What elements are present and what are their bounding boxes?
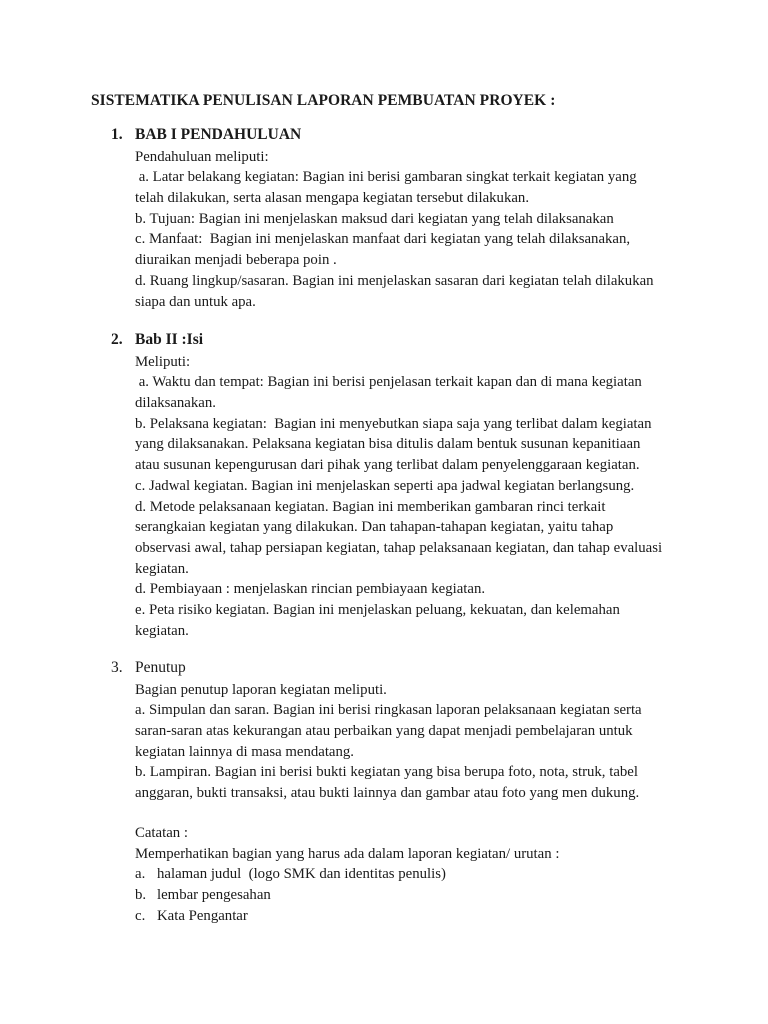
list-marker: b. bbox=[135, 887, 147, 904]
body-line: c. Manfaat: Bagian ini menjelaskan manfaat dari kegiatan yang telah dilaksanakan, bbox=[135, 231, 631, 248]
notes-heading: Catatan : bbox=[135, 825, 189, 841]
notes-list bbox=[135, 864, 695, 926]
section-body bbox=[135, 352, 695, 642]
body-line: telah dilakukan, serta alasan mengapa kegiatan tersebut dilakukan. bbox=[135, 190, 530, 207]
notes-intro: Memperhatikan bagian yang harus ada dalam laporan kegiatan/ urutan : bbox=[135, 845, 560, 862]
section-number: 1. bbox=[111, 126, 123, 143]
body-line: atau susunan kepengurusan dari pihak yang terlibat dalam penyelenggaraan kegiatan. bbox=[135, 457, 640, 474]
body-line: Bagian penutup laporan kegiatan meliputi. bbox=[135, 681, 387, 698]
list-item bbox=[135, 906, 695, 927]
list-item-text: halaman judul (logo SMK dan identitas penulis) bbox=[157, 866, 446, 883]
body-line: c. Jadwal kegiatan. Bagian ini menjelaskan seperti apa jadwal kegiatan berlangsung. bbox=[135, 477, 635, 494]
section-body bbox=[135, 680, 695, 804]
body-line: e. Peta risiko kegiatan. Bagian ini menjelaskan peluang, kekuatan, dan kelemahan bbox=[135, 601, 620, 618]
body-line: observasi awal, tahap persiapan kegiatan, tahap pelaksanaan kegiatan, dan tahap evaluasi bbox=[135, 539, 663, 556]
section-heading: BAB I PENDAHULUAN bbox=[135, 126, 302, 143]
body-line: yang dilaksanakan. Pelaksana kegiatan bisa ditulis dalam bentuk susunan kepanitiaan bbox=[135, 436, 641, 453]
body-line: b. Tujuan: Bagian ini menjelaskan maksud dari kegiatan yang telah dilaksanakan bbox=[135, 210, 614, 227]
section-heading: Penutup bbox=[135, 659, 186, 676]
body-line: diuraikan menjadi beberapa poin . bbox=[135, 252, 337, 269]
body-line: anggaran, bukti transaksi, atau bukti lainnya dan gambar atau foto yang men dukung. bbox=[135, 785, 640, 802]
body-line: kegiatan lainnya di masa mendatang. bbox=[135, 743, 354, 760]
body-line: b. Pelaksana kegiatan: Bagian ini menyebutkan siapa saja yang terlibat dalam kegiatan bbox=[135, 415, 652, 432]
list-item-text: lembar pengesahan bbox=[157, 887, 271, 904]
document-title: SISTEMATIKA PENULISAN LAPORAN PEMBUATAN PROYEK : bbox=[91, 92, 556, 109]
body-line: b. Lampiran. Bagian ini berisi bukti kegiatan yang bisa berupa foto, nota, struk, tabel bbox=[135, 764, 638, 781]
list-item-text: Kata Pengantar bbox=[157, 907, 248, 924]
body-line: a. Simpulan dan saran. Bagian ini berisi ringkasan laporan pelaksanaan kegiatan serta bbox=[135, 702, 642, 719]
list-marker: c. bbox=[135, 907, 146, 924]
body-line: a. Waktu dan tempat: Bagian ini berisi penjelasan terkait kapan dan di mana kegiatan bbox=[135, 374, 642, 391]
body-line: siapa dan untuk apa. bbox=[135, 293, 256, 310]
body-line: serangkaian kegiatan yang dilakukan. Dan tahapan-tahapan kegiatan, yaitu tahap bbox=[135, 519, 614, 536]
section-number: 2. bbox=[111, 331, 123, 348]
list-item bbox=[135, 864, 695, 885]
body-line: d. Metode pelaksanaan kegiatan. Bagian ini memberikan gambaran rinci terkait bbox=[135, 498, 606, 515]
body-line: kegiatan. bbox=[135, 622, 189, 639]
body-line: d. Ruang lingkup/sasaran. Bagian ini menjelaskan sasaran dari kegiatan telah dilakukan bbox=[135, 272, 654, 289]
body-line: Meliputi: bbox=[135, 353, 191, 370]
body-line: Pendahuluan meliputi: bbox=[135, 148, 269, 165]
body-line: saran-saran atas kekurangan atau perbaikan yang dapat menjadi pembelajaran untuk bbox=[135, 723, 633, 740]
section-number: 3. bbox=[111, 659, 123, 676]
section-body bbox=[135, 147, 695, 313]
section-heading: Bab II :Isi bbox=[135, 331, 204, 348]
list-marker: a. bbox=[135, 866, 146, 883]
body-line: kegiatan. bbox=[135, 560, 189, 577]
body-line: a. Latar belakang kegiatan: Bagian ini berisi gambaran singkat terkait kegiatan yang bbox=[135, 169, 637, 186]
notes-header bbox=[135, 823, 695, 864]
list-item bbox=[135, 885, 695, 906]
body-line: d. Pembiayaan : menjelaskan rincian pembiayaan kegiatan. bbox=[135, 581, 486, 598]
body-line: dilaksanakan. bbox=[135, 395, 216, 412]
